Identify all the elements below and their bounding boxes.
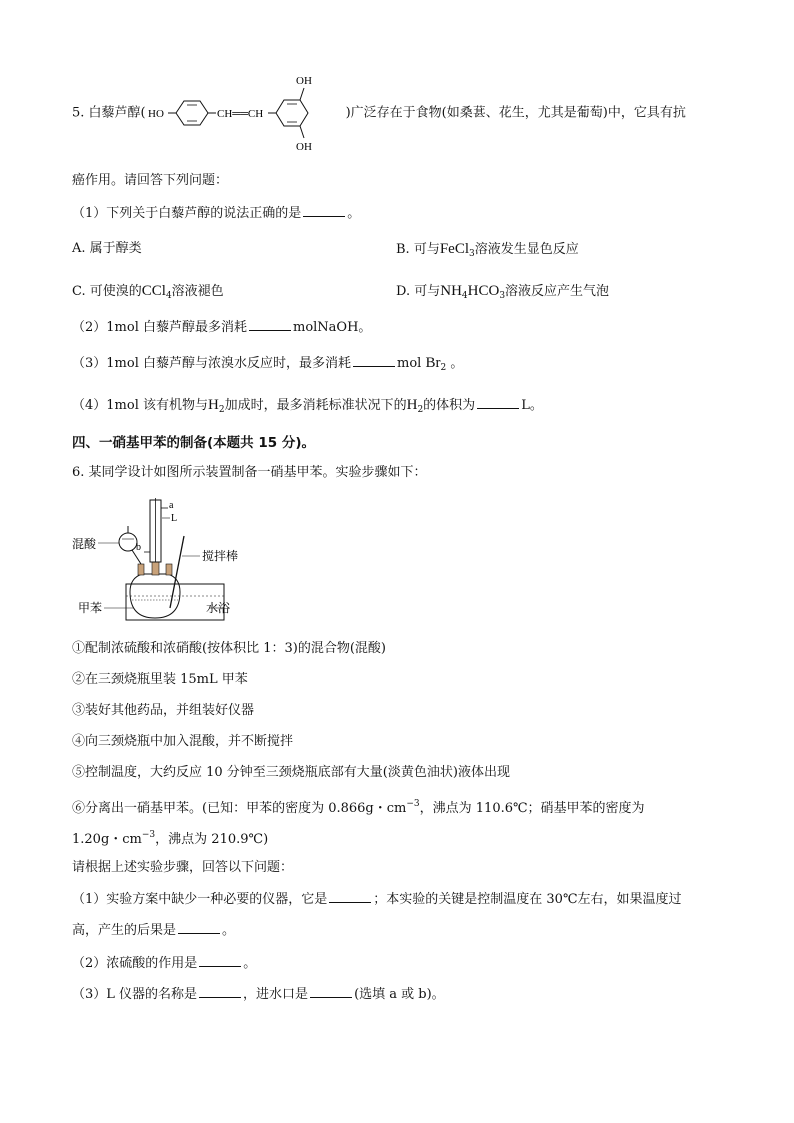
q6-sub1 [72, 890, 682, 909]
q6-step-6-a: ⑥分离出一硝基甲苯。(已知：甲苯的密度为 0.866g・cm [72, 801, 407, 816]
q6-sub3-b: ，进水口是 [243, 987, 309, 1002]
dropping-funnel [119, 533, 137, 551]
q5-option-d-post: 溶液反应产生气泡 [505, 284, 610, 299]
q5-option-c-pre: C. 可使溴的 [72, 284, 142, 299]
q6-step-6-b: ，沸点为 110.6℃；硝基甲苯的密度为 [419, 801, 645, 816]
q5-option-c-formula: CCl [141, 283, 166, 299]
label-a: a [169, 500, 174, 511]
q6-intro: 6. 某同学设计如图所示装置制备一硝基甲苯。实验步骤如下： [72, 465, 427, 480]
q6-sub3-a: （3）L 仪器的名称是 [72, 987, 198, 1002]
q6-sub1-a: （1）实验方案中缺少一种必要的仪器，它是 [72, 892, 328, 907]
q5-option-d-pre: D. 可与 [396, 284, 441, 299]
resveratrol-structure [146, 70, 346, 156]
q6-step-6-c: 1.20g・cm [72, 832, 142, 847]
label-L: L [171, 513, 178, 524]
q5-option-d-f1: NH [440, 283, 462, 299]
q6-sub2-blank[interactable] [199, 954, 241, 967]
label-mixed-acid: 混酸 [72, 537, 97, 551]
q6-step-4: ④向三颈烧瓶中加入混酸，并不断搅拌 [72, 734, 294, 749]
q6-step-3: ③装好其他药品，并组装好仪器 [72, 703, 255, 718]
q6-prompt: 请根据上述实验步骤，回答以下问题： [72, 860, 294, 875]
q5-option-c-sub: 4 [165, 291, 172, 301]
struct-oh-bottom: OH [295, 141, 312, 153]
q5-option-a [72, 240, 142, 258]
struct-chch: CH══CH [216, 108, 263, 120]
struct-ho: HO [147, 108, 164, 120]
label-stir-rod: 搅拌棒 [202, 549, 239, 563]
q5-sub3-formula: Br [425, 355, 441, 371]
q5-sub4-formula: H [208, 397, 219, 413]
q5-sub3-end: 。 [450, 356, 464, 371]
apparatus-diagram [70, 496, 270, 626]
q5-sub1-blank[interactable] [303, 204, 345, 217]
q6-step-6 [72, 795, 645, 818]
q6-sub1-blank2[interactable] [178, 921, 220, 934]
q6-sub1-blank1[interactable] [329, 890, 371, 903]
q5-sub4-mid2: 的体积为 [423, 398, 476, 413]
q5-option-b-formula: FeCl [439, 241, 470, 257]
q5-sub4-sub2: 2 [417, 405, 424, 415]
q5-sub2-pre: （2）1mol 白藜芦醇最多消耗 [72, 320, 247, 335]
q6-sub1-cont [72, 921, 235, 940]
q6-sub2-end: 。 [243, 956, 257, 971]
q5-option-b-pre: B. 可与 [396, 242, 440, 257]
q5-option-b-sub: 3 [469, 249, 475, 259]
q5-prefix: 5. 白藜芦醇( [72, 105, 146, 121]
q5-sub1 [72, 204, 360, 223]
q6-step-6-cont [72, 826, 268, 849]
q6-sub3 [72, 985, 445, 1004]
q5-sub2-blank[interactable] [249, 318, 291, 331]
q5-sub4-mid: 加成时，最多消耗标准状况下的 [224, 398, 407, 413]
q5-option-b-post: 溶液发生显色反应 [474, 242, 579, 257]
q5-option-c-post: 溶液褪色 [171, 284, 224, 299]
q5-sub2 [72, 318, 371, 337]
label-b: b [136, 542, 141, 553]
struct-oh-top: OH [295, 75, 312, 87]
q6-sub3-blank2[interactable] [310, 985, 352, 998]
q5-option-d-f2: HCO [467, 283, 500, 299]
q5-sub4 [72, 396, 543, 419]
q6-sub2 [72, 954, 256, 973]
q6-step-1: ①配制浓硫酸和浓硝酸(按体积比 1：3)的混合物(混酸) [72, 641, 386, 656]
q5-option-c [72, 282, 224, 305]
label-toluene: 甲苯 [78, 601, 103, 615]
q6-step-6-sup1: −3 [406, 799, 420, 809]
q6-step-6-sup2: −3 [141, 830, 156, 840]
q6-sub2-a: （2）浓硫酸的作用是 [72, 956, 198, 971]
label-water-bath: 水浴 [206, 601, 231, 615]
q5-option-d-s2: 3 [499, 291, 506, 301]
q5-option-a-text: A. 属于醇类 [72, 241, 142, 256]
q6-sub3-blank1[interactable] [199, 985, 241, 998]
section-title: 四、一硝基甲苯的制备(本题共 15 分)。 [72, 435, 316, 451]
q5-sub4-sub: 2 [218, 405, 225, 415]
q5-sub1-end: 。 [347, 206, 361, 221]
q6-sub1-end: 。 [222, 923, 236, 938]
q6-sub3-c: (选填 a 或 b)。 [354, 987, 445, 1002]
q6-sub1-c: 高，产生的后果是 [72, 923, 177, 938]
q5-sub3-blank[interactable] [353, 354, 395, 367]
q5-sub3-mid: mol [397, 356, 422, 371]
q5-stem-cont: 癌作用。请回答下列问题： [72, 173, 229, 188]
q5-option-d-s1: 4 [461, 291, 468, 301]
q5-option-b [396, 240, 579, 263]
q5-sub2-post: molNaOH。 [293, 320, 372, 335]
q5-sub4-blank[interactable] [477, 396, 519, 409]
q5-sub4-pre: （4）1mol 该有机物与 [72, 398, 208, 413]
q6-sub1-b: ；本实验的关键是控制温度在 30℃左右，如果温度过 [373, 892, 682, 907]
q5-sub3-sub: 2 [440, 363, 447, 373]
q6-step-6-d: ，沸点为 210.9℃) [155, 832, 269, 847]
q5-sub3 [72, 354, 463, 377]
q5-sub1-text: （1）下列关于白藜芦醇的说法正确的是 [72, 206, 302, 221]
q5-option-d [396, 282, 609, 305]
q5-stem-line [72, 75, 686, 153]
q6-step-5: ⑤控制温度，大约反应 10 分钟至三颈烧瓶底部有大量(淡黄色油状)液体出现 [72, 765, 510, 780]
q5-sub4-end: L。 [521, 398, 543, 413]
q5-sub3-pre: （3）1mol 白藜芦醇与浓溴水反应时，最多消耗 [72, 356, 351, 371]
q5-sub4-formula2: H [406, 397, 418, 413]
q6-step-2: ②在三颈烧瓶里装 15mL 甲苯 [72, 672, 248, 687]
q5-suffix: )广泛存在于食物(如桑葚、花生，尤其是葡萄)中，它具有抗 [345, 105, 686, 121]
